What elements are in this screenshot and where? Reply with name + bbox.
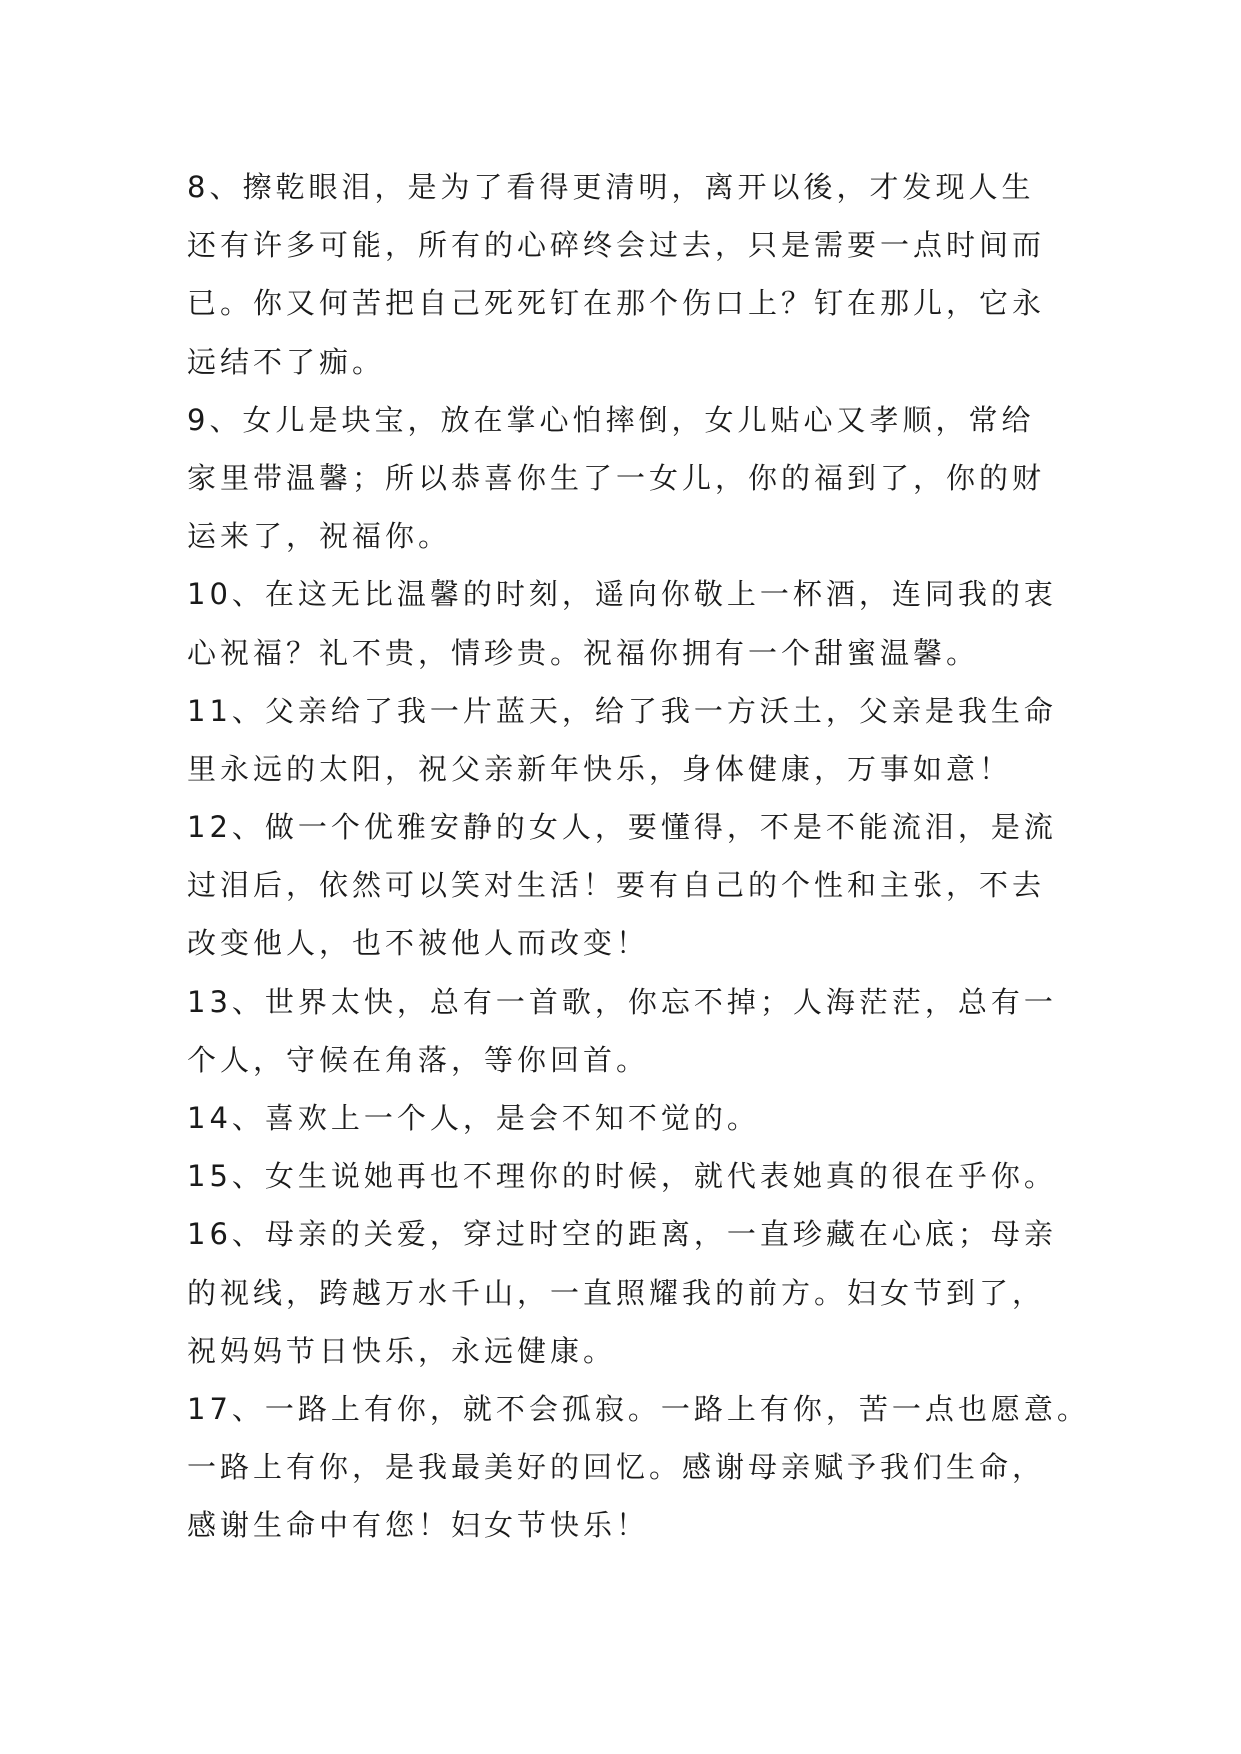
text-line: 运来了，祝福你。 [187,519,452,554]
text-line: 15、女生说她再也不理你的时候，就代表她真的很在乎你。 [187,1159,1057,1194]
text-line: 17、一路上有你，就不会孤寂。一路上有你，苦一点也愿意。 [187,1391,1090,1426]
text-line: 家里带温馨；所以恭喜你生了一女儿，你的福到了，你的财 [187,460,1046,495]
text-line: 远结不了痂。 [187,344,386,379]
text-line: 感谢生命中有您！妇女节快乐！ [187,1508,650,1543]
text-line: 还有许多可能，所有的心碎终会过去，只是需要一点时间而 [187,228,1046,263]
text-line: 一路上有你，是我最美好的回忆。感谢母亲赋予我们生命， [187,1450,1046,1485]
text-line: 8、擦乾眼泪，是为了看得更清明，离开以後，才发现人生 [187,170,1035,204]
text-line: 10、在这无比温馨的时刻，遥向你敬上一杯酒，连同我的衷 [187,577,1057,612]
text-line: 个人，守候在角落，等你回首。 [187,1042,650,1077]
text-line: 祝妈妈节日快乐，永远健康。 [187,1333,617,1368]
text-line: 已。你又何苦把自己死死钉在那个伤口上？钉在那儿，它永 [187,286,1046,321]
text-line: 12、做一个优雅安静的女人，要懂得，不是不能流泪，是流 [187,810,1057,845]
text-line: 心祝福？礼不贵，情珍贵。祝福你拥有一个甜蜜温馨。 [187,635,980,670]
text-line: 过泪后，依然可以笑对生活！要有自己的个性和主张，不去 [187,868,1046,903]
text-line: 14、喜欢上一个人，是会不知不觉的。 [187,1101,760,1135]
text-line: 的视线，跨越万水千山，一直照耀我的前方。妇女节到了， [187,1275,1046,1310]
text-line: 16、母亲的关爱，穿过时空的距离，一直珍藏在心底；母亲 [187,1217,1057,1252]
text-line: 改变他人，也不被他人而改变！ [187,926,650,961]
text-line: 里永远的太阳，祝父亲新年快乐，身体健康，万事如意！ [187,751,1013,786]
text-line: 11、父亲给了我一片蓝天，给了我一方沃土，父亲是我生命 [187,693,1057,728]
text-line: 9、女儿是块宝，放在掌心怕摔倒，女儿贴心又孝顺，常给 [187,402,1035,437]
document-body [187,158,1090,1555]
text-line: 13、世界太快，总有一首歌，你忘不掉；人海茫茫，总有一 [187,984,1057,1019]
